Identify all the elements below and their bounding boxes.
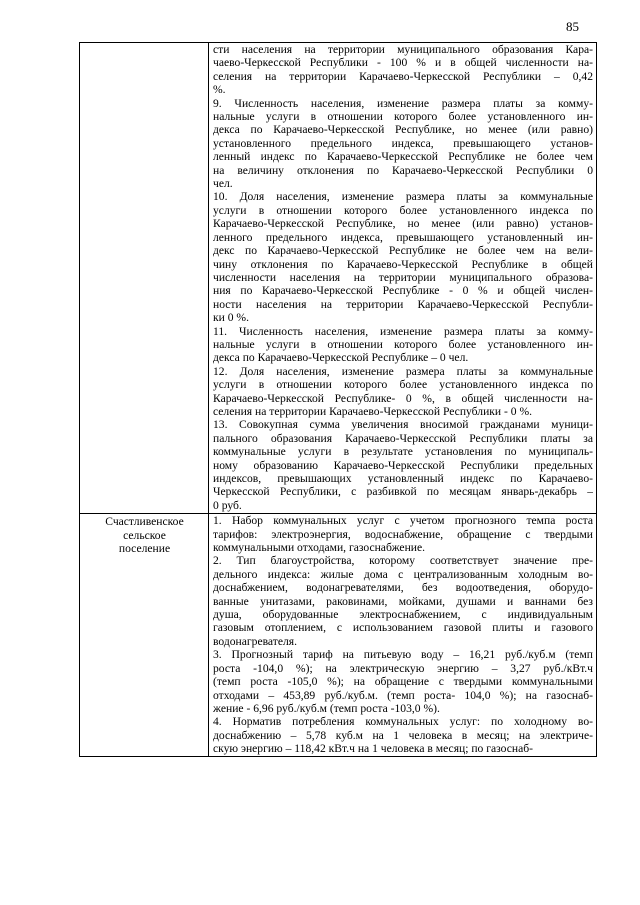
text-line: ленный индекс по Карачаево-Черкесской Республике не более чем [213,150,593,164]
text-line: 2. Тип благоустройства, которому соответствует значение пре- [213,554,593,568]
text-line: декса по Карачаево-Черкесской Республике, но менее (или равно) [213,123,593,137]
text-line: нальные услуги в отношении которого более установленного ин- [213,110,593,124]
text-line: (темп роста -105,0 %); на обращение с твердыми коммунальными [213,675,593,689]
text-line: 4. Норматив потребления коммунальных услуг: по холодному во- [213,715,593,729]
text-line: ния по Карачаево-Черкесской Республике - 0 % и общей числен- [213,284,593,298]
text-line: дельного индекса: жилые дома с централизованным холодным во- [213,567,593,581]
text-line: водонагревателя. [213,634,297,648]
indicators-text [213,43,593,512]
text-line: поселение [118,542,171,556]
text-line: душа, оборудованные электроснабжением, с индивидуальным [213,608,593,622]
text-line: чаево-Черкесской Республики - 100 % и в общей численности на- [213,56,593,70]
text-line: Карачаево-Черкесской Республике- 0 %, в общей численности на- [213,391,593,405]
text-line: Счастливенское [105,515,184,529]
text-line: Черкесской Республики, с разбивкой по месяцам январь-декабрь – [213,485,593,499]
text-line: сти населения на территории муниципального образования Кара- [213,43,593,56]
text-line: Карачаево-Черкесской Республике, но менее (или равно) установ- [213,217,593,231]
text-line: скую энергию – 118,42 кВт.ч на 1 человека в месяц; по газоснаб- [213,742,534,756]
text-line: декс по Карачаево-Черкесской Республике не более чем на вели- [213,244,593,258]
text-line: на величину отклонения по Карачаево-Черкесской Республики 0 [213,163,593,177]
text-line: коммунальные услуги в результате установления по муниципаль- [213,445,593,459]
table-row [80,514,597,756]
text-line: 3. Прогнозный тариф на питьевую воду – 16,21 руб./куб.м (темп [213,648,593,662]
text-line: жение - 6,96 руб./куб.м (темп роста -103,0 %). [213,701,440,715]
text-line: чину отклонения по Карачаево-Черкесской Республике в общей [213,257,593,271]
text-line: пального образования Карачаево-Черкесской Республики платы за [213,431,593,445]
text-line: отходами – 453,89 руб./куб.м. (темп роста- 104,0 %); на газоснаб- [213,688,593,702]
text-line: ному образованию Карачаево-Черкесской Республики предельных [213,458,593,472]
text-line: 1. Набор коммунальных услуг с учетом прогнозного темпа роста [213,514,593,528]
text-line: 0 руб. [213,498,242,512]
text-line: %. [213,83,226,97]
text-line: ванные унитазами, раковинами, мойками, душами и ваннами без [213,594,593,608]
indicators-cell [209,514,597,756]
text-line: чел. [213,177,233,191]
text-line: услуги в отношении которого более установленного индекса по [213,203,593,217]
table-row [80,43,597,514]
text-line: доснабжением, водонагревателями, без водоотведения, оборудо- [213,581,593,595]
text-line: 11. Численность населения, изменение размера платы за комму- [213,324,593,338]
document-table [79,42,597,757]
text-line: численности населения на территории муниципального образова- [213,270,593,284]
text-line: 10. Доля населения, изменение размера платы за коммунальные [213,190,593,204]
text-line: ности населения на территории Карачаево-Черкесской Республи- [213,297,593,311]
text-line: 12. Доля населения, изменение размера платы за коммунальные [213,364,593,378]
municipality-cell [80,43,209,514]
text-line: селения на территории Карачаево-Черкесской Республики – 0,42 [213,69,593,83]
text-line: установленного предельного индекса, превышающего установ- [213,136,593,150]
text-line: сельское [123,528,166,542]
text-line: декса по Карачаево-Черкесской Республике – 0 чел. [213,351,469,365]
municipality-cell [80,514,209,756]
text-line: коммунальными отходами, газоснабжение. [213,541,426,555]
page-number: 85 [566,19,579,34]
municipality-name [84,515,205,555]
text-line: ки 0 %. [213,311,249,325]
indicators-text [213,514,593,755]
text-line: селения на территории Карачаево-Черкесской Республики - 0 %. [213,404,533,418]
text-line: тарифов: электроэнергия, водоснабжение, обращение с твердыми [213,527,593,541]
text-line: ленного предельного индекса, превышающего установленный ин- [213,230,593,244]
text-line: 9. Численность населения, изменение размера платы за комму- [213,96,593,110]
text-line: услуги в отношении которого более установленного индекса по [213,378,593,392]
text-line: нальные услуги в отношении которого более установленного ин- [213,337,593,351]
text-line: 13. Совокупная сумма увеличения вносимой гражданами муници- [213,418,593,432]
text-line: газовым отоплением, с использованием газовой плиты и газового [213,621,593,635]
text-line: индексов, превышающих установленный индекс по Карачаево- [213,472,593,485]
text-line: доснабжению – 5,78 куб.м на 1 человека в месяц; на электриче- [213,728,593,742]
indicators-cell [209,43,597,514]
text-line: роста -104,0 %); на электрическую энергию – 3,27 руб./кВт.ч [213,661,593,675]
